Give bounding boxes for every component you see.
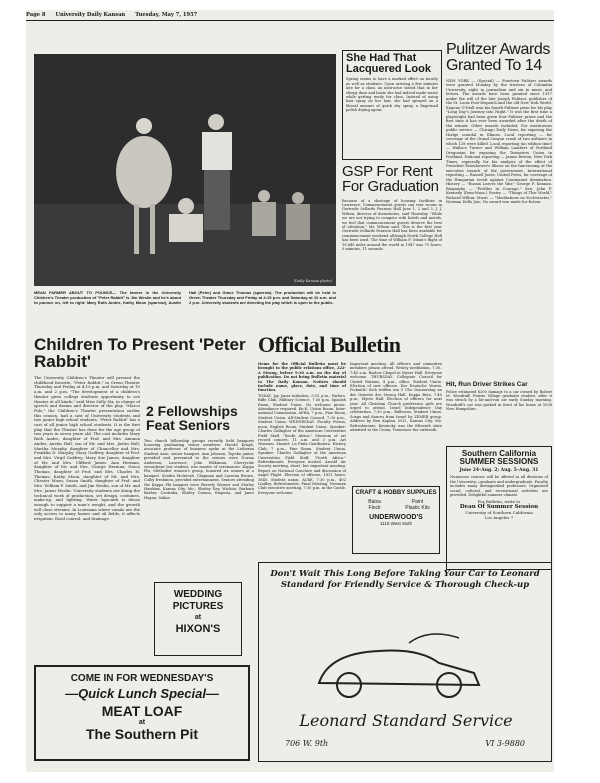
photo-scene-graphic: [34, 54, 336, 286]
lacquered-headline: She Had That Lacquered Look: [346, 52, 431, 76]
pit-name: The Southern Pit: [86, 726, 198, 742]
cartoon-car-graphic: [299, 623, 499, 703]
theater-photo: [34, 54, 336, 286]
leonard-standard-ad: [258, 562, 552, 762]
pit-item: MEAT LOAF: [101, 703, 183, 719]
masthead-rule: [26, 20, 554, 21]
pulitzer-headline: Pulitzer Awards Granted To 14: [446, 41, 550, 75]
fellowships-headline: 2 Fellowships Feat Seniors: [146, 403, 238, 434]
craft-items: [353, 499, 439, 511]
gsp-headline: GSP For Rent For Graduation: [342, 163, 439, 196]
lacquered-story: [342, 50, 442, 160]
usc-contact: For Bulletin, write to: [477, 499, 521, 505]
bulletin-intro: Items for the Official Bulletin must be brought to the public relations office, 222-A Strong, before 9:30 a.m. on the day of publication. Do not bring Bulletin material to The Daily Kansan. Notices should include name, place, date, and time of function.: [258, 362, 346, 393]
masthead: [26, 12, 554, 18]
craft-title: CRAFT & HOBBY SUPPLIES: [355, 490, 437, 496]
pit-at: at: [138, 719, 146, 726]
wedding-line1: WEDDING: [173, 589, 223, 600]
hit-run-headline: Hit, Run Driver Strikes Car: [446, 381, 528, 388]
children-body: The University Children's Theater will present the childhood favorite, "Peter Rabbit," in Green Theater Thursday and Friday at 4:15 p.m. and Saturday at 10 a.m. and 2 p.m. "The development of a children's theater gives college students opportunity to see theater at all kinds," said Miss Sally Six, in charge of speech and drama and director of the play. "Marco Polo," the Children's Theater presentation earlier this season, had a cast of University students and two junior high school students. "Peter Rabbit" has a cast of all junior high school students. It is the first play that the Theater has done for the age group of two years in seven years old. The cast includes Mary Ruth Andes, daughter of Prof. and Mrs. Ammon Andes; Austin Hall, son of Mr. and Mrs. Justin Hall; Martha Murphy, daughter of Chancellor and Mrs. Franklin D. Murphy; Mary Godfrey, daughter of Prof. and Mrs. Virgil Godfrey; Mary Sue James, daughter of Mr. and Mrs. Clifford James. Ann Herman, daughter of Mr. and Mrs. George Herman; Grace Thomas, daughter of Prof. and Mrs. Charles H. Thomas; Kathy Moon, daughter of Mr. and Mrs. Chester Moon; Susan Smith, daughter of Prof. and Mrs. William P. Smith, and Jim Weslin, son of Mr. and Mrs. James Weslin. University students are doing the technical work of production, set design, costumes, make-up, and lighting. Water hyacinth is dense enough to support a man's weight, and the growth will close streams. In Louisiana where canals are the only access to many homes and oil fields, it affects irrigation, flood control, and drainage.: [34, 376, 140, 522]
page-number: Page 8: [26, 12, 46, 18]
southern-pit-ad: [34, 665, 250, 761]
usc-dean: Dean Of Summer Session: [459, 504, 539, 511]
leonard-address: 706 W. 9th: [285, 739, 329, 748]
wedding-line2: PICTURES: [172, 601, 224, 612]
hit-run-body: Police estimated $200 damage to a car owned by Robert M. Woodruff, Prairie Village graduate student, after it was struck by a hit-and-run car early Sunday morning. Woodruff's car was parked in front of his home at 1038 New Hampshire.: [446, 389, 552, 412]
children-headline: Children To Present 'Peter Rabbit': [34, 335, 246, 372]
usc-body: Numerous courses will be offered in all divisions of the University—graduate and undergraduate. Faculty includes many distinguished professors. Organized social, cultural, and recreational activities are provided. Delightful summer climate.: [450, 475, 548, 497]
wedding-line3: at: [194, 614, 202, 621]
caption-lead: MEAN FARMER ABOUT TO POUNCE—: [34, 290, 117, 295]
craft-item-flock: Flock: [368, 505, 381, 511]
leonard-phone: VI 3-9880: [485, 739, 525, 748]
craft-item-paint: Paint: [411, 499, 424, 505]
craft-item-balsa: Balsa: [368, 499, 381, 505]
paper-name: University Daily Kansan: [55, 12, 126, 18]
usc-city: Los Angeles 7: [484, 515, 514, 521]
hixons-ad: [154, 582, 242, 656]
pulitzer-story: [446, 42, 552, 378]
photo-credit: (Daily Kansan photo): [293, 278, 332, 283]
pit-top: COME IN FOR WEDNESDAY'S: [70, 673, 214, 684]
fellowships-body: Two church fellowship groups recently held banquets honoring graduating senior members. Harold Krugh, associate professor of business spoke at the Lutheran Student Assn. senior banquet. Ann Johnson, Topeka junior, presided and presented to the seniors were Norma Anderson, Lawrence, John Wilkinson, Cherryvale secondyear law student, was master of ceremonies. Kappa Phi, Methodist women's group, honored six seniors at a banquet. Sondra McIntosh, Chapman and Laverna Brown, Colby freshmen, provided entertainment. Seniors attending the Kappa Phi banquet were Beverly Warner and Shirley Hawkins, Kansas City, Mo.; Shirley Dey, Wichita; Barbara Barber, Centralia; Shirley Carson, Emporia, and Janet Hogan, Salina.: [144, 438, 254, 500]
bulletin-col1: [258, 362, 346, 558]
bulletin-col1-text: TODAY. Jay Janes initiation, 5:15 p.m., Parlors. Rifle Club, Military Science, 7:30 p.m. Spanish Room, Student Union. No welcome picnic. Attendance required. Ku-K. Union Room. Inter-national Commission. APHA, 7 p.m., Pine Room, Student Union. All-Student Council, 7:30 p.m., Student Union. WEDNESDAY. Faculty Forum, noon, English Room, Student Union. Speaker: Charles Gallagher of the American Universities Field Staff, "South Africa." Museum of art record concert, 11 a.m. and 3 p.m. Art Museum. Mozart: La Finta Giardiniera. History Club, 7 p.m., Pine Room. Student Union. Speaker: Charles Gallagher of the American Universities Field Staff, "North Africa." Refreshments. Everyone invited. Arnold Air Society meeting, short, but important meeting. Report on National Conclave and discussion of Angel Flight. Election of officers, 1811 hours. 5845. Student union. AChE, 7:30 p.m., 402 Lindley. Refreshments. Final Meeting. Newman Club executive meeting, 7:30 p.m. in the Castle. Everyone welcome.: [258, 393, 346, 495]
craft-store: UNDERWOOD'S: [369, 514, 423, 521]
issue-date: Tuesday, May 7, 1957: [135, 12, 198, 18]
children-headline-block: [34, 336, 254, 371]
gsp-body: Because of a shortage of housing facilities in Lawrence, Commencement guests can rent rooms in Gertrude Sellards Pearson Hall June 1, 2 and 3, J. J. Wilson, director of dormitories, said Thursday. "While we are not trying to compete with hotels and motels, we feel that commencement guests deserve the best of attention," Mr. Wilson said. This is the first year Gertrude Sellards Pearson Hall has been available for commencement weekend although North College Hall has been used. The time of William F. Odom's flight of 19,645 miles around the world in 1947 was 75 hours, 5 minutes, 11 seconds.: [342, 198, 442, 252]
bulletin-col2: Important meeting. All officers and committee members please attend. Wesley meditation, 7:30–7:45 a.m. Barlow Chapel in Myers Hall. Everyone welcome. THURSDAY. Collegiate Council for United Nations, 4 p.m., office, Student Union. Election of new officers. Der Deutsche Verein. Picknick! Sich treffen um 5 Uhr Donnerstag an der Ostseite des Strong Hall. Kappa Beta, 7:45 p.m., Myers Hall. Election of officers for next year. All Christian Church preference girls are urged to attend. Israel Independence Day celebration, 7:30 p.m., Ballroom, Student Union. Songs and dances from Israel by ZEMER group. Address by Ben Kaplan, M.D., Kansas City, Mo. Refreshments. Kentucky was the fifteenth state admitted to the Union; Tennessee the sixteenth.: [350, 362, 442, 433]
usc-summer-ad: [446, 446, 552, 570]
lacquered-body: Spring seems to have a marked effect on faculty as well as students. Upon arriving a few minutes late for a class, an instructor stated that in her sleepy daze and haste she had indeed made waste while getting ready for class. Instead of using hair spray on her hair, she had sprayed on a liberal amount of quick dry spray, a fingernail polish drying agent.: [346, 77, 438, 113]
hit-run-story: [446, 382, 552, 442]
usc-univ: University of Southern California: [465, 510, 533, 516]
photo-caption: [34, 290, 336, 305]
fellowships-story: [144, 402, 254, 579]
caption-text: The farmer in the University Children's Theater production of "Peter Rabbit" is Jim Weslin and he's about to pounce on, left to right: Mary Ruth Andes, Kathy Moon (sparrow), Austin Hall (Peter) and Grace Thomas (sparrow). The production will be held in Green Theater Thursday and Friday at 4:15 p.m. and Saturday at 10 a.m. and 2 p.m. University students are directing the play which is open to the public.: [34, 290, 336, 305]
craft-address: 1115 West Sixth: [379, 521, 413, 526]
wedding-line4: HIXON'S: [175, 623, 221, 635]
usc-title: Southern California SUMMER SESSIONS: [459, 449, 539, 467]
usc-dates: June 24–Aug. 2; Aug. 5–Aug. 31: [459, 468, 539, 474]
underwoods-ad: [352, 486, 440, 554]
craft-item-plastic-kits: Plastic Kits: [405, 505, 430, 511]
pulitzer-body: NEW YORK — (Special) — Fourteen Pulitzer awards were granted Monday by the trustees of Columbia University, eight in journalism and six in music and letters. The awards have been granted since 1917 under the will of the late Joseph Pulitzer, publisher of the St. Louis Post-Dispatch and the old New York World. Eugene O'Neill won his fourth Pulitzer prize for his play "Long Day's Journey into Night." It was the first time a playwright had been given four Pulitzer prizes and the first time it has ever been awarded after the death of the winner. Other awards included, For meritorious public service — Chicago Daily News, for exposing the Hodge scandal in Illinois. Local reporting — for coverage of the Grand Canyon crash of two airliners in which 128 were killed. Local reporting (no edition time) — Wallace Turner and William Lambert of Portland Oregonian for exposing the Teamsters Union in Portland. National reporting — James Reston, New York Times, especially for his analysis of the effect of President Eisenhower's illness on the functioning of the executive branch of the government. International reporting — Russell Jones, United Press, for coverage of the Hungarian revolt against Communist domination. History — "Russia Leaves the War," George F. Kennan. Biography — "Profiles in Courage," Sen. John F. Kennedy (Dem-Mass.) Poetry — "Things of This World," Richard Wilbur. Music — "Meditations on Ecclesiastes," Norman Dello Joio. No award was made for fiction.: [446, 78, 552, 205]
leonard-slogan: Don't Wait This Long Before Taking Your Car to Leonard Standard for Friendly Service & Thorough Check-up: [270, 569, 540, 590]
bulletin-headline: Official Bulletin: [258, 332, 401, 357]
newspaper-page: [26, 10, 554, 772]
pit-special: —Quick Lunch Special—: [65, 686, 219, 701]
leonard-name: Leonard Standard Service: [299, 711, 513, 730]
